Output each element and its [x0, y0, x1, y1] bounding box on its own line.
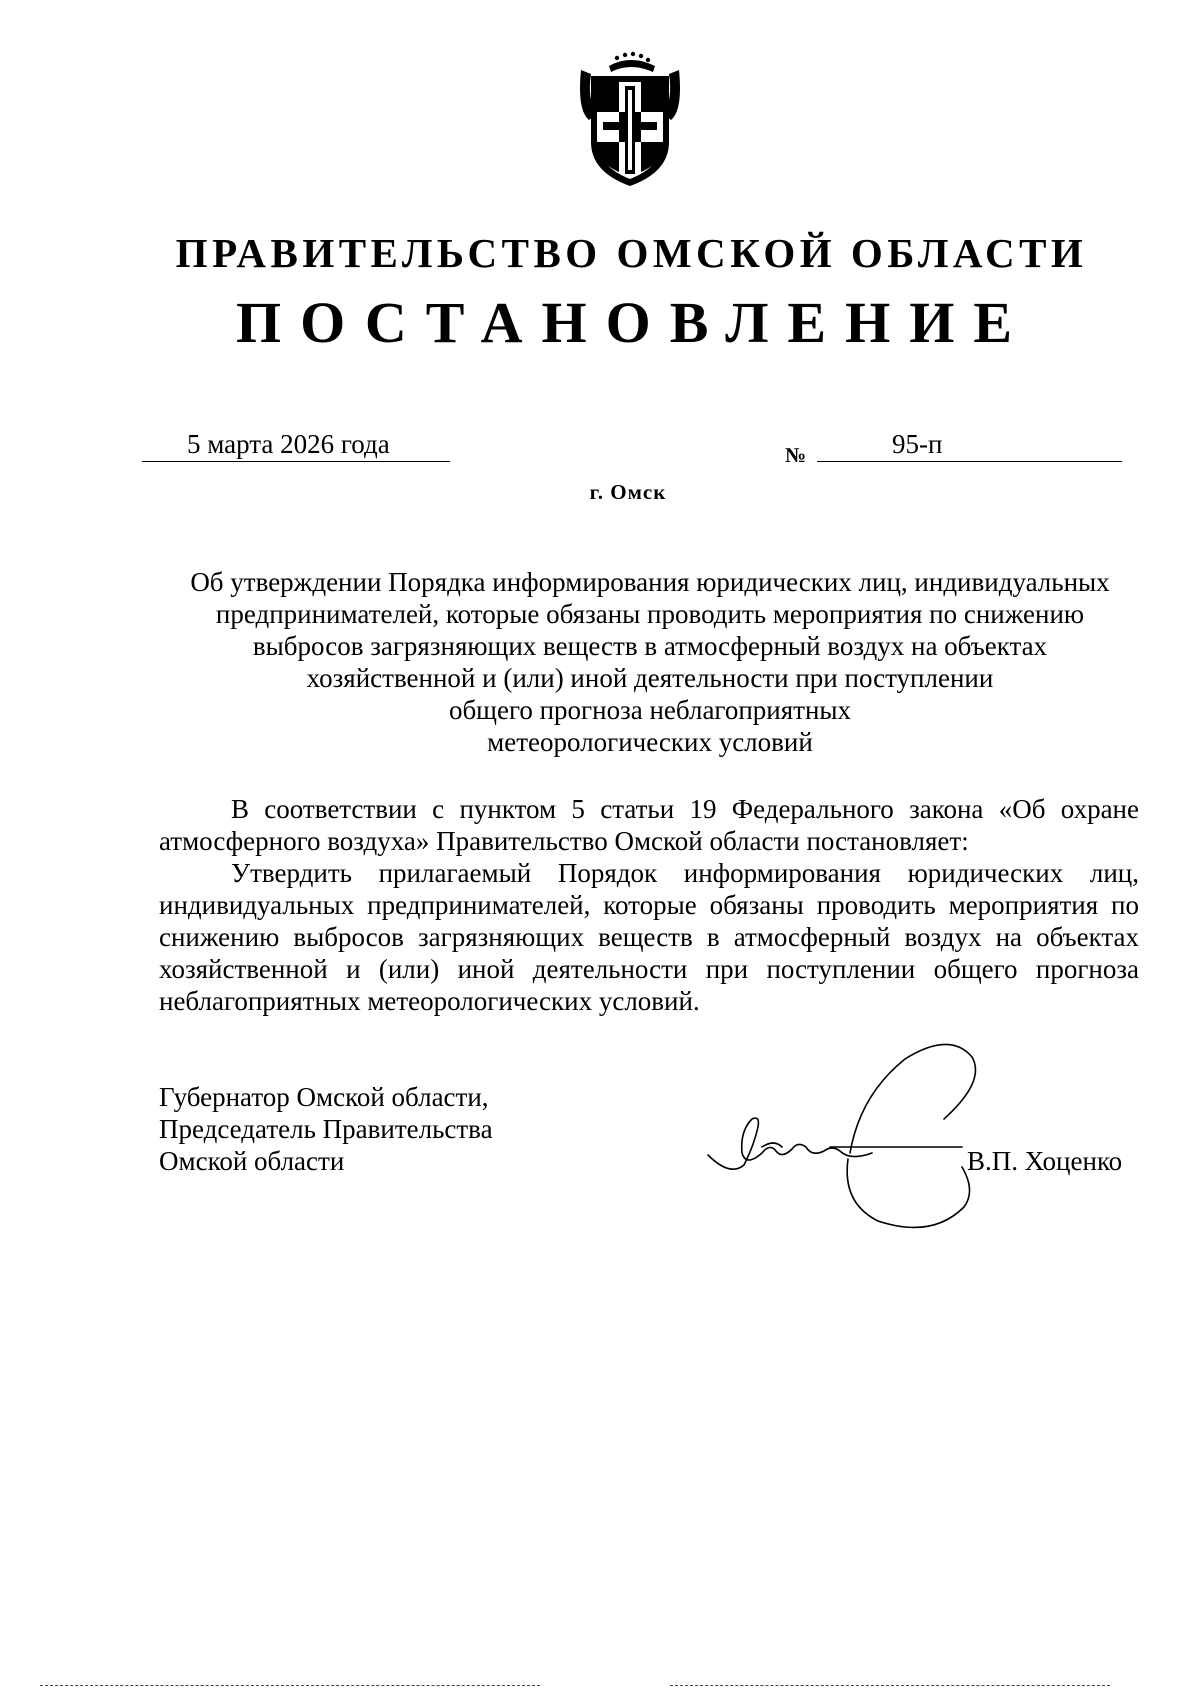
- subject-line: выбросов загрязняющих веществ в атмосферный воздух на объектах: [252, 631, 1048, 661]
- number-sign: №: [785, 443, 807, 467]
- number-field: [817, 427, 1122, 462]
- subject-line: Об утверждении Порядка информирования юридических лиц, индивидуальных: [190, 567, 1110, 597]
- omsk-coat-of-arms-icon: [575, 50, 685, 190]
- subject-line: общего прогноза неблагоприятных: [448, 695, 852, 725]
- document-body: [159, 793, 1139, 1017]
- subject-line: метеорологических условий: [487, 727, 813, 757]
- document-number: 95-п: [892, 429, 943, 459]
- signer-name: В.П. Хоценко: [967, 1146, 1123, 1176]
- document-type-title: ПОСТАНОВЛЕНИЕ: [235, 290, 1032, 355]
- document-date: 5 марта 2026 года: [187, 429, 390, 459]
- signer-position-line: Губернатор Омской области,: [159, 1082, 489, 1112]
- document-subject: [140, 566, 1160, 758]
- page-edge-line: [40, 1685, 540, 1686]
- signer-position-line: Председатель Правительства: [159, 1114, 493, 1144]
- subject-line: хозяйственной и (или) иной деятельности при поступлении: [306, 663, 994, 693]
- city-label: г. Омск: [589, 480, 667, 504]
- handwritten-signature: [700, 1035, 1080, 1235]
- subject-line: предпринимателей, которые обязаны проводить мероприятия по снижению: [215, 599, 1085, 629]
- government-title: ПРАВИТЕЛЬСТВО ОМСКОЙ ОБЛАСТИ: [175, 230, 1088, 276]
- signer-position-line: Омской области: [159, 1146, 345, 1176]
- preamble-paragraph: В соответствии с пунктом 5 статьи 19 Федерального закона «Об охране атмосферного воздуха» Правительство Омской области постановляет:: [159, 794, 1139, 856]
- date-field: [142, 427, 450, 462]
- page-edge-line: [670, 1685, 1110, 1686]
- signer-position: [159, 1081, 493, 1177]
- resolution-paragraph: Утвердить прилагаемый Порядок информирования юридических лиц, индивидуальных предпринимателей, которые обязаны проводить мероприятия по снижению выбросов загрязняющих веществ в атмосферный воздух на объектах хозяйственной и (или) иной деятельности при поступлении общего прогноза неблагоприятных метеорологических условий.: [159, 858, 1139, 1016]
